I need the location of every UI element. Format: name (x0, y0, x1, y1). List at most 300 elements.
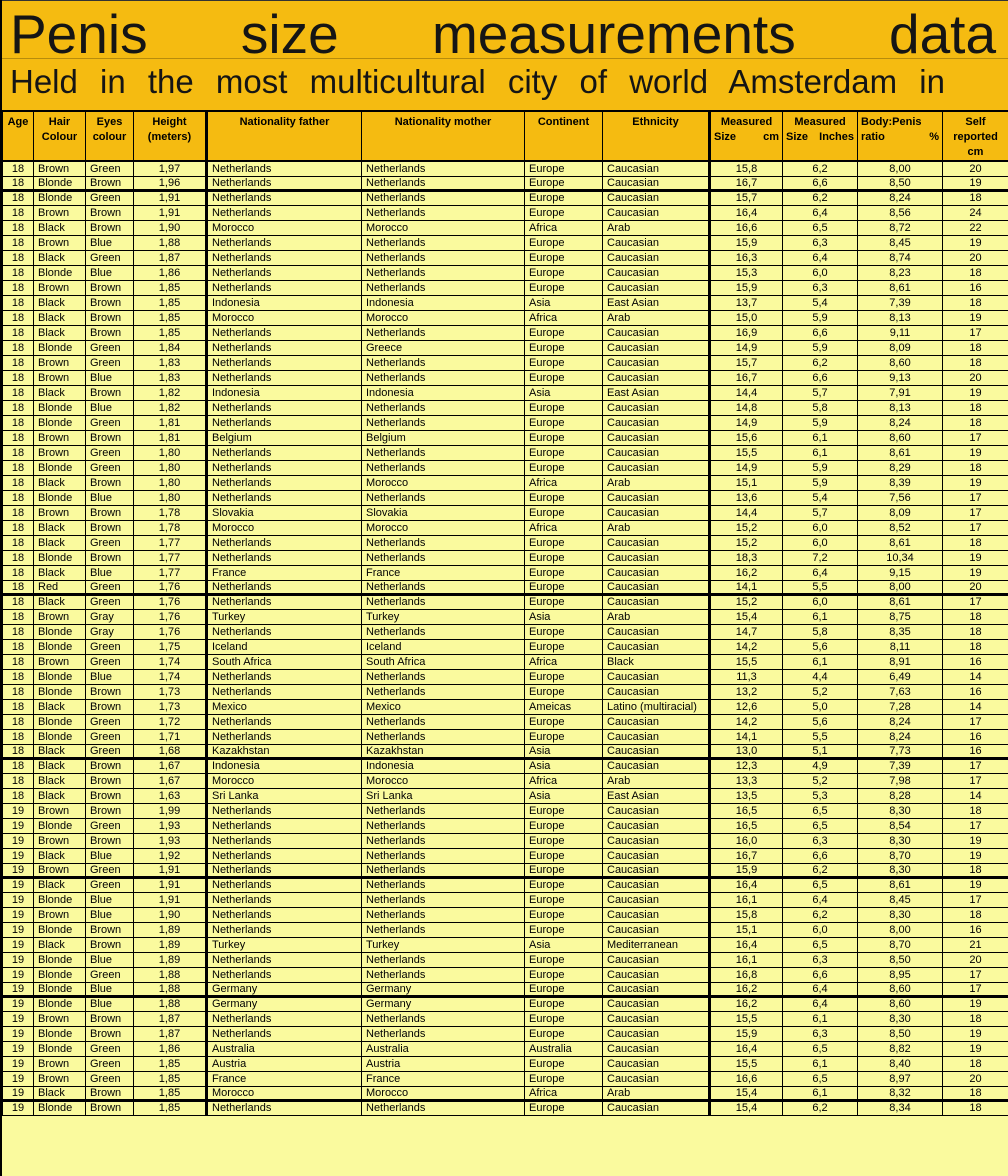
cell-ethnicity[interactable]: Caucasian (603, 280, 710, 295)
cell-height[interactable]: 1,68 (134, 744, 207, 758)
cell-eyes-colour[interactable]: Blue (86, 996, 134, 1011)
cell-continent[interactable]: Europe (525, 400, 603, 415)
cell-measured-size-inches[interactable]: 5,9 (783, 415, 858, 430)
cell-age[interactable]: 18 (3, 594, 34, 609)
cell-nationality-mother[interactable]: Netherlands (362, 952, 525, 967)
cell-continent[interactable]: Europe (525, 729, 603, 744)
cell-measured-size-inches[interactable]: 6,3 (783, 235, 858, 250)
cell-age[interactable]: 18 (3, 520, 34, 535)
cell-age[interactable]: 19 (3, 1056, 34, 1071)
cell-hair-colour[interactable]: Brown (34, 833, 86, 848)
cell-hair-colour[interactable]: Blonde (34, 190, 86, 205)
cell-ethnicity[interactable]: East Asian (603, 788, 710, 803)
cell-measured-size-cm[interactable]: 15,5 (710, 445, 783, 460)
cell-self-reported-cm[interactable]: 19 (943, 475, 1008, 490)
cell-eyes-colour[interactable]: Green (86, 415, 134, 430)
cell-age[interactable]: 19 (3, 937, 34, 952)
cell-measured-size-inches[interactable]: 6,3 (783, 1026, 858, 1041)
cell-self-reported-cm[interactable]: 18 (943, 190, 1008, 205)
cell-height[interactable]: 1,90 (134, 907, 207, 922)
cell-nationality-father[interactable]: Netherlands (207, 922, 362, 937)
cell-self-reported-cm[interactable]: 18 (943, 639, 1008, 654)
cell-eyes-colour[interactable]: Brown (86, 475, 134, 490)
cell-nationality-mother[interactable]: Netherlands (362, 714, 525, 729)
cell-measured-size-inches[interactable]: 5,9 (783, 340, 858, 355)
cell-age[interactable]: 18 (3, 609, 34, 624)
cell-measured-size-cm[interactable]: 18,3 (710, 550, 783, 565)
cell-eyes-colour[interactable]: Brown (86, 833, 134, 848)
cell-body-penis-ratio[interactable]: 7,73 (858, 744, 943, 758)
cell-nationality-mother[interactable]: Netherlands (362, 863, 525, 877)
cell-measured-size-inches[interactable]: 5,3 (783, 788, 858, 803)
cell-continent[interactable]: Europe (525, 340, 603, 355)
cell-measured-size-inches[interactable]: 6,1 (783, 654, 858, 669)
cell-nationality-father[interactable]: Netherlands (207, 669, 362, 684)
cell-body-penis-ratio[interactable]: 8,24 (858, 415, 943, 430)
cell-nationality-mother[interactable]: Netherlands (362, 205, 525, 220)
cell-continent[interactable]: Asia (525, 744, 603, 758)
cell-height[interactable]: 1,80 (134, 445, 207, 460)
cell-self-reported-cm[interactable]: 18 (943, 803, 1008, 818)
cell-measured-size-inches[interactable]: 6,2 (783, 161, 858, 176)
cell-ethnicity[interactable]: Caucasian (603, 863, 710, 877)
cell-hair-colour[interactable]: Black (34, 937, 86, 952)
cell-measured-size-cm[interactable]: 16,2 (710, 996, 783, 1011)
cell-body-penis-ratio[interactable]: 8,35 (858, 624, 943, 639)
cell-ethnicity[interactable]: Caucasian (603, 982, 710, 996)
cell-age[interactable]: 18 (3, 624, 34, 639)
cell-hair-colour[interactable]: Brown (34, 505, 86, 520)
cell-measured-size-inches[interactable]: 6,4 (783, 565, 858, 580)
cell-ethnicity[interactable]: Caucasian (603, 250, 710, 265)
cell-self-reported-cm[interactable]: 18 (943, 624, 1008, 639)
cell-measured-size-inches[interactable]: 6,5 (783, 937, 858, 952)
cell-nationality-mother[interactable]: Netherlands (362, 265, 525, 280)
cell-hair-colour[interactable]: Blonde (34, 892, 86, 907)
cell-measured-size-inches[interactable]: 6,3 (783, 280, 858, 295)
cell-height[interactable]: 1,88 (134, 982, 207, 996)
cell-nationality-mother[interactable]: Morocco (362, 773, 525, 788)
cell-age[interactable]: 18 (3, 565, 34, 580)
cell-nationality-mother[interactable]: Netherlands (362, 803, 525, 818)
cell-body-penis-ratio[interactable]: 8,70 (858, 848, 943, 863)
cell-age[interactable]: 18 (3, 550, 34, 565)
cell-body-penis-ratio[interactable]: 8,30 (858, 863, 943, 877)
cell-continent[interactable]: Europe (525, 550, 603, 565)
cell-self-reported-cm[interactable]: 21 (943, 937, 1008, 952)
cell-ethnicity[interactable]: Caucasian (603, 758, 710, 773)
cell-measured-size-inches[interactable]: 6,5 (783, 803, 858, 818)
cell-ethnicity[interactable]: Caucasian (603, 460, 710, 475)
cell-self-reported-cm[interactable]: 16 (943, 654, 1008, 669)
cell-age[interactable]: 19 (3, 1026, 34, 1041)
cell-nationality-mother[interactable]: Netherlands (362, 176, 525, 190)
cell-continent[interactable]: Europe (525, 863, 603, 877)
cell-hair-colour[interactable]: Brown (34, 205, 86, 220)
cell-nationality-father[interactable]: Netherlands (207, 490, 362, 505)
cell-ethnicity[interactable]: Caucasian (603, 1026, 710, 1041)
cell-measured-size-inches[interactable]: 6,0 (783, 520, 858, 535)
cell-hair-colour[interactable]: Black (34, 475, 86, 490)
cell-body-penis-ratio[interactable]: 8,39 (858, 475, 943, 490)
cell-ethnicity[interactable]: Caucasian (603, 877, 710, 892)
cell-nationality-mother[interactable]: Netherlands (362, 550, 525, 565)
cell-continent[interactable]: Europe (525, 205, 603, 220)
cell-ethnicity[interactable]: Caucasian (603, 535, 710, 550)
cell-self-reported-cm[interactable]: 17 (943, 892, 1008, 907)
cell-continent[interactable]: Europe (525, 624, 603, 639)
cell-continent[interactable]: Europe (525, 445, 603, 460)
cell-nationality-mother[interactable]: Morocco (362, 475, 525, 490)
cell-nationality-mother[interactable]: Indonesia (362, 758, 525, 773)
cell-continent[interactable]: Europe (525, 892, 603, 907)
cell-self-reported-cm[interactable]: 19 (943, 1026, 1008, 1041)
cell-measured-size-inches[interactable]: 6,3 (783, 952, 858, 967)
cell-nationality-father[interactable]: Netherlands (207, 729, 362, 744)
cell-eyes-colour[interactable]: Green (86, 594, 134, 609)
cell-ethnicity[interactable]: Caucasian (603, 565, 710, 580)
cell-eyes-colour[interactable]: Blue (86, 982, 134, 996)
cell-age[interactable]: 18 (3, 205, 34, 220)
cell-body-penis-ratio[interactable]: 7,63 (858, 684, 943, 699)
column-header-measured-size-inches[interactable]: Measured Size Inches (783, 111, 858, 161)
cell-measured-size-cm[interactable]: 16,1 (710, 952, 783, 967)
cell-continent[interactable]: Europe (525, 1071, 603, 1086)
cell-age[interactable]: 19 (3, 1041, 34, 1056)
cell-nationality-father[interactable]: Turkey (207, 937, 362, 952)
cell-continent[interactable]: Europe (525, 818, 603, 833)
cell-nationality-father[interactable]: Netherlands (207, 415, 362, 430)
cell-ethnicity[interactable]: Arab (603, 520, 710, 535)
cell-eyes-colour[interactable]: Brown (86, 520, 134, 535)
cell-ethnicity[interactable]: Caucasian (603, 1056, 710, 1071)
cell-measured-size-inches[interactable]: 6,4 (783, 982, 858, 996)
cell-measured-size-cm[interactable]: 16,4 (710, 1041, 783, 1056)
cell-ethnicity[interactable]: Caucasian (603, 490, 710, 505)
cell-hair-colour[interactable]: Black (34, 310, 86, 325)
cell-height[interactable]: 1,88 (134, 996, 207, 1011)
cell-age[interactable]: 18 (3, 773, 34, 788)
cell-nationality-father[interactable]: Netherlands (207, 1026, 362, 1041)
cell-measured-size-cm[interactable]: 13,7 (710, 295, 783, 310)
cell-nationality-father[interactable]: Netherlands (207, 684, 362, 699)
cell-nationality-mother[interactable]: Sri Lanka (362, 788, 525, 803)
cell-measured-size-cm[interactable]: 14,1 (710, 729, 783, 744)
cell-age[interactable]: 18 (3, 445, 34, 460)
cell-ethnicity[interactable]: Caucasian (603, 639, 710, 654)
cell-body-penis-ratio[interactable]: 8,24 (858, 714, 943, 729)
cell-hair-colour[interactable]: Blonde (34, 714, 86, 729)
cell-age[interactable]: 18 (3, 235, 34, 250)
cell-nationality-father[interactable]: France (207, 565, 362, 580)
cell-body-penis-ratio[interactable]: 8,61 (858, 445, 943, 460)
cell-nationality-mother[interactable]: Netherlands (362, 594, 525, 609)
cell-self-reported-cm[interactable]: 20 (943, 952, 1008, 967)
cell-age[interactable]: 18 (3, 385, 34, 400)
cell-hair-colour[interactable]: Brown (34, 280, 86, 295)
cell-self-reported-cm[interactable]: 18 (943, 1086, 1008, 1100)
cell-body-penis-ratio[interactable]: 8,97 (858, 1071, 943, 1086)
cell-self-reported-cm[interactable]: 16 (943, 729, 1008, 744)
cell-age[interactable]: 18 (3, 265, 34, 280)
cell-self-reported-cm[interactable]: 20 (943, 370, 1008, 385)
cell-age[interactable]: 18 (3, 729, 34, 744)
cell-body-penis-ratio[interactable]: 8,50 (858, 1026, 943, 1041)
cell-height[interactable]: 1,87 (134, 1011, 207, 1026)
cell-body-penis-ratio[interactable]: 8,91 (858, 654, 943, 669)
cell-nationality-father[interactable]: Morocco (207, 773, 362, 788)
cell-measured-size-inches[interactable]: 5,4 (783, 490, 858, 505)
cell-measured-size-cm[interactable]: 14,8 (710, 400, 783, 415)
cell-eyes-colour[interactable]: Green (86, 729, 134, 744)
cell-continent[interactable]: Europe (525, 370, 603, 385)
cell-body-penis-ratio[interactable]: 8,32 (858, 1086, 943, 1100)
cell-height[interactable]: 1,63 (134, 788, 207, 803)
cell-body-penis-ratio[interactable]: 8,00 (858, 922, 943, 937)
cell-age[interactable]: 18 (3, 415, 34, 430)
cell-hair-colour[interactable]: Blonde (34, 490, 86, 505)
cell-measured-size-inches[interactable]: 6,1 (783, 1011, 858, 1026)
cell-age[interactable]: 19 (3, 848, 34, 863)
cell-hair-colour[interactable]: Brown (34, 235, 86, 250)
cell-ethnicity[interactable]: Caucasian (603, 714, 710, 729)
cell-eyes-colour[interactable]: Blue (86, 490, 134, 505)
cell-height[interactable]: 1,72 (134, 714, 207, 729)
cell-ethnicity[interactable]: Latino (multiracial) (603, 699, 710, 714)
cell-body-penis-ratio[interactable]: 8,28 (858, 788, 943, 803)
cell-self-reported-cm[interactable]: 17 (943, 430, 1008, 445)
cell-nationality-mother[interactable]: Netherlands (362, 922, 525, 937)
cell-measured-size-inches[interactable]: 6,2 (783, 190, 858, 205)
cell-measured-size-cm[interactable]: 14,9 (710, 460, 783, 475)
cell-measured-size-inches[interactable]: 6,1 (783, 1086, 858, 1100)
cell-self-reported-cm[interactable]: 18 (943, 295, 1008, 310)
cell-continent[interactable]: Europe (525, 355, 603, 370)
cell-nationality-father[interactable]: France (207, 1071, 362, 1086)
cell-continent[interactable]: Europe (525, 1026, 603, 1041)
cell-measured-size-inches[interactable]: 6,6 (783, 967, 858, 982)
cell-age[interactable]: 19 (3, 922, 34, 937)
cell-ethnicity[interactable]: Caucasian (603, 684, 710, 699)
cell-eyes-colour[interactable]: Brown (86, 310, 134, 325)
cell-measured-size-inches[interactable]: 6,2 (783, 907, 858, 922)
cell-age[interactable]: 19 (3, 1071, 34, 1086)
cell-age[interactable]: 19 (3, 1011, 34, 1026)
cell-eyes-colour[interactable]: Brown (86, 505, 134, 520)
cell-continent[interactable]: Europe (525, 190, 603, 205)
cell-continent[interactable]: Europe (525, 265, 603, 280)
cell-measured-size-cm[interactable]: 15,2 (710, 535, 783, 550)
cell-hair-colour[interactable]: Brown (34, 609, 86, 624)
cell-age[interactable]: 19 (3, 892, 34, 907)
cell-measured-size-cm[interactable]: 16,1 (710, 892, 783, 907)
cell-hair-colour[interactable]: Blonde (34, 550, 86, 565)
cell-nationality-mother[interactable]: Netherlands (362, 967, 525, 982)
cell-measured-size-cm[interactable]: 15,5 (710, 1011, 783, 1026)
cell-age[interactable]: 18 (3, 176, 34, 190)
cell-hair-colour[interactable]: Black (34, 535, 86, 550)
cell-nationality-mother[interactable]: Netherlands (362, 535, 525, 550)
cell-measured-size-inches[interactable]: 5,2 (783, 773, 858, 788)
cell-measured-size-inches[interactable]: 6,6 (783, 176, 858, 190)
cell-measured-size-cm[interactable]: 16,2 (710, 565, 783, 580)
cell-eyes-colour[interactable]: Green (86, 818, 134, 833)
cell-body-penis-ratio[interactable]: 8,23 (858, 265, 943, 280)
cell-height[interactable]: 1,87 (134, 1026, 207, 1041)
cell-eyes-colour[interactable]: Brown (86, 430, 134, 445)
cell-nationality-mother[interactable]: Netherlands (362, 161, 525, 176)
cell-nationality-father[interactable]: Australia (207, 1041, 362, 1056)
cell-ethnicity[interactable]: Arab (603, 773, 710, 788)
cell-self-reported-cm[interactable]: 20 (943, 161, 1008, 176)
cell-nationality-father[interactable]: Netherlands (207, 818, 362, 833)
cell-body-penis-ratio[interactable]: 8,60 (858, 355, 943, 370)
cell-eyes-colour[interactable]: Brown (86, 699, 134, 714)
cell-measured-size-inches[interactable]: 5,5 (783, 729, 858, 744)
cell-self-reported-cm[interactable]: 19 (943, 235, 1008, 250)
cell-ethnicity[interactable]: Caucasian (603, 580, 710, 594)
cell-hair-colour[interactable]: Blonde (34, 669, 86, 684)
cell-nationality-mother[interactable]: Netherlands (362, 445, 525, 460)
cell-hair-colour[interactable]: Blonde (34, 415, 86, 430)
cell-body-penis-ratio[interactable]: 8,72 (858, 220, 943, 235)
column-header-nationality-mother[interactable]: Nationality mother (362, 111, 525, 161)
cell-measured-size-cm[interactable]: 15,4 (710, 609, 783, 624)
cell-self-reported-cm[interactable]: 17 (943, 490, 1008, 505)
cell-nationality-mother[interactable]: Morocco (362, 520, 525, 535)
cell-measured-size-cm[interactable]: 14,9 (710, 340, 783, 355)
cell-ethnicity[interactable]: Arab (603, 1086, 710, 1100)
cell-measured-size-cm[interactable]: 13,3 (710, 773, 783, 788)
cell-hair-colour[interactable]: Brown (34, 355, 86, 370)
cell-measured-size-cm[interactable]: 11,3 (710, 669, 783, 684)
cell-nationality-mother[interactable]: Netherlands (362, 669, 525, 684)
cell-eyes-colour[interactable]: Brown (86, 803, 134, 818)
cell-measured-size-cm[interactable]: 14,9 (710, 415, 783, 430)
cell-self-reported-cm[interactable]: 19 (943, 176, 1008, 190)
cell-age[interactable]: 19 (3, 996, 34, 1011)
cell-continent[interactable]: Europe (525, 280, 603, 295)
cell-nationality-father[interactable]: Netherlands (207, 460, 362, 475)
column-header-measured-size-cm[interactable]: Measured Size cm (710, 111, 783, 161)
cell-eyes-colour[interactable]: Blue (86, 565, 134, 580)
cell-measured-size-inches[interactable]: 6,4 (783, 205, 858, 220)
cell-height[interactable]: 1,96 (134, 176, 207, 190)
cell-self-reported-cm[interactable]: 16 (943, 684, 1008, 699)
cell-eyes-colour[interactable]: Gray (86, 609, 134, 624)
cell-measured-size-inches[interactable]: 6,2 (783, 355, 858, 370)
column-header-age[interactable]: Age (3, 111, 34, 161)
cell-measured-size-inches[interactable]: 5,6 (783, 639, 858, 654)
cell-body-penis-ratio[interactable]: 7,56 (858, 490, 943, 505)
cell-eyes-colour[interactable]: Green (86, 445, 134, 460)
cell-eyes-colour[interactable]: Blue (86, 235, 134, 250)
cell-continent[interactable]: Europe (525, 1011, 603, 1026)
cell-self-reported-cm[interactable]: 14 (943, 788, 1008, 803)
cell-continent[interactable]: Africa (525, 220, 603, 235)
cell-measured-size-cm[interactable]: 15,4 (710, 1100, 783, 1115)
cell-nationality-father[interactable]: Netherlands (207, 848, 362, 863)
cell-continent[interactable]: Europe (525, 848, 603, 863)
cell-continent[interactable]: Europe (525, 535, 603, 550)
cell-hair-colour[interactable]: Blonde (34, 1041, 86, 1056)
cell-measured-size-cm[interactable]: 15,8 (710, 907, 783, 922)
cell-continent[interactable]: Europe (525, 833, 603, 848)
cell-ethnicity[interactable]: Caucasian (603, 430, 710, 445)
cell-nationality-mother[interactable]: Netherlands (362, 1100, 525, 1115)
cell-measured-size-inches[interactable]: 7,2 (783, 550, 858, 565)
cell-eyes-colour[interactable]: Green (86, 580, 134, 594)
cell-height[interactable]: 1,76 (134, 609, 207, 624)
cell-ethnicity[interactable]: Caucasian (603, 370, 710, 385)
cell-eyes-colour[interactable]: Gray (86, 624, 134, 639)
cell-continent[interactable]: Asia (525, 609, 603, 624)
cell-self-reported-cm[interactable]: 19 (943, 565, 1008, 580)
cell-nationality-mother[interactable]: Netherlands (362, 460, 525, 475)
cell-nationality-father[interactable]: Netherlands (207, 892, 362, 907)
cell-measured-size-cm[interactable]: 16,6 (710, 1071, 783, 1086)
cell-measured-size-inches[interactable]: 6,2 (783, 1100, 858, 1115)
cell-hair-colour[interactable]: Blonde (34, 818, 86, 833)
cell-eyes-colour[interactable]: Green (86, 161, 134, 176)
cell-measured-size-inches[interactable]: 5,8 (783, 400, 858, 415)
cell-age[interactable]: 18 (3, 714, 34, 729)
cell-eyes-colour[interactable]: Green (86, 1071, 134, 1086)
cell-continent[interactable]: Europe (525, 877, 603, 892)
cell-nationality-mother[interactable]: Netherlands (362, 400, 525, 415)
cell-height[interactable]: 1,71 (134, 729, 207, 744)
cell-measured-size-cm[interactable]: 16,5 (710, 818, 783, 833)
cell-height[interactable]: 1,78 (134, 520, 207, 535)
cell-measured-size-cm[interactable]: 16,2 (710, 982, 783, 996)
cell-self-reported-cm[interactable]: 22 (943, 220, 1008, 235)
cell-ethnicity[interactable]: Caucasian (603, 818, 710, 833)
cell-measured-size-inches[interactable]: 6,1 (783, 430, 858, 445)
cell-nationality-mother[interactable]: Netherlands (362, 355, 525, 370)
cell-eyes-colour[interactable]: Blue (86, 907, 134, 922)
cell-age[interactable]: 19 (3, 877, 34, 892)
cell-measured-size-cm[interactable]: 16,3 (710, 250, 783, 265)
cell-height[interactable]: 1,77 (134, 550, 207, 565)
cell-nationality-mother[interactable]: Australia (362, 1041, 525, 1056)
cell-eyes-colour[interactable]: Green (86, 340, 134, 355)
cell-measured-size-cm[interactable]: 15,5 (710, 1056, 783, 1071)
cell-eyes-colour[interactable]: Green (86, 1041, 134, 1056)
cell-measured-size-cm[interactable]: 15,2 (710, 520, 783, 535)
cell-hair-colour[interactable]: Brown (34, 430, 86, 445)
cell-eyes-colour[interactable]: Green (86, 654, 134, 669)
cell-ethnicity[interactable]: Caucasian (603, 952, 710, 967)
cell-ethnicity[interactable]: Caucasian (603, 205, 710, 220)
cell-body-penis-ratio[interactable]: 8,40 (858, 1056, 943, 1071)
cell-height[interactable]: 1,83 (134, 370, 207, 385)
cell-height[interactable]: 1,76 (134, 624, 207, 639)
cell-hair-colour[interactable]: Blonde (34, 176, 86, 190)
cell-measured-size-inches[interactable]: 4,4 (783, 669, 858, 684)
cell-nationality-mother[interactable]: Netherlands (362, 877, 525, 892)
cell-measured-size-inches[interactable]: 5,6 (783, 714, 858, 729)
cell-nationality-father[interactable]: Slovakia (207, 505, 362, 520)
cell-continent[interactable]: Africa (525, 1086, 603, 1100)
cell-nationality-father[interactable]: Sri Lanka (207, 788, 362, 803)
cell-self-reported-cm[interactable]: 18 (943, 1100, 1008, 1115)
cell-nationality-mother[interactable]: Netherlands (362, 833, 525, 848)
cell-continent[interactable]: Europe (525, 1056, 603, 1071)
cell-age[interactable]: 19 (3, 803, 34, 818)
cell-measured-size-inches[interactable]: 6,5 (783, 877, 858, 892)
cell-age[interactable]: 18 (3, 490, 34, 505)
cell-self-reported-cm[interactable]: 18 (943, 609, 1008, 624)
